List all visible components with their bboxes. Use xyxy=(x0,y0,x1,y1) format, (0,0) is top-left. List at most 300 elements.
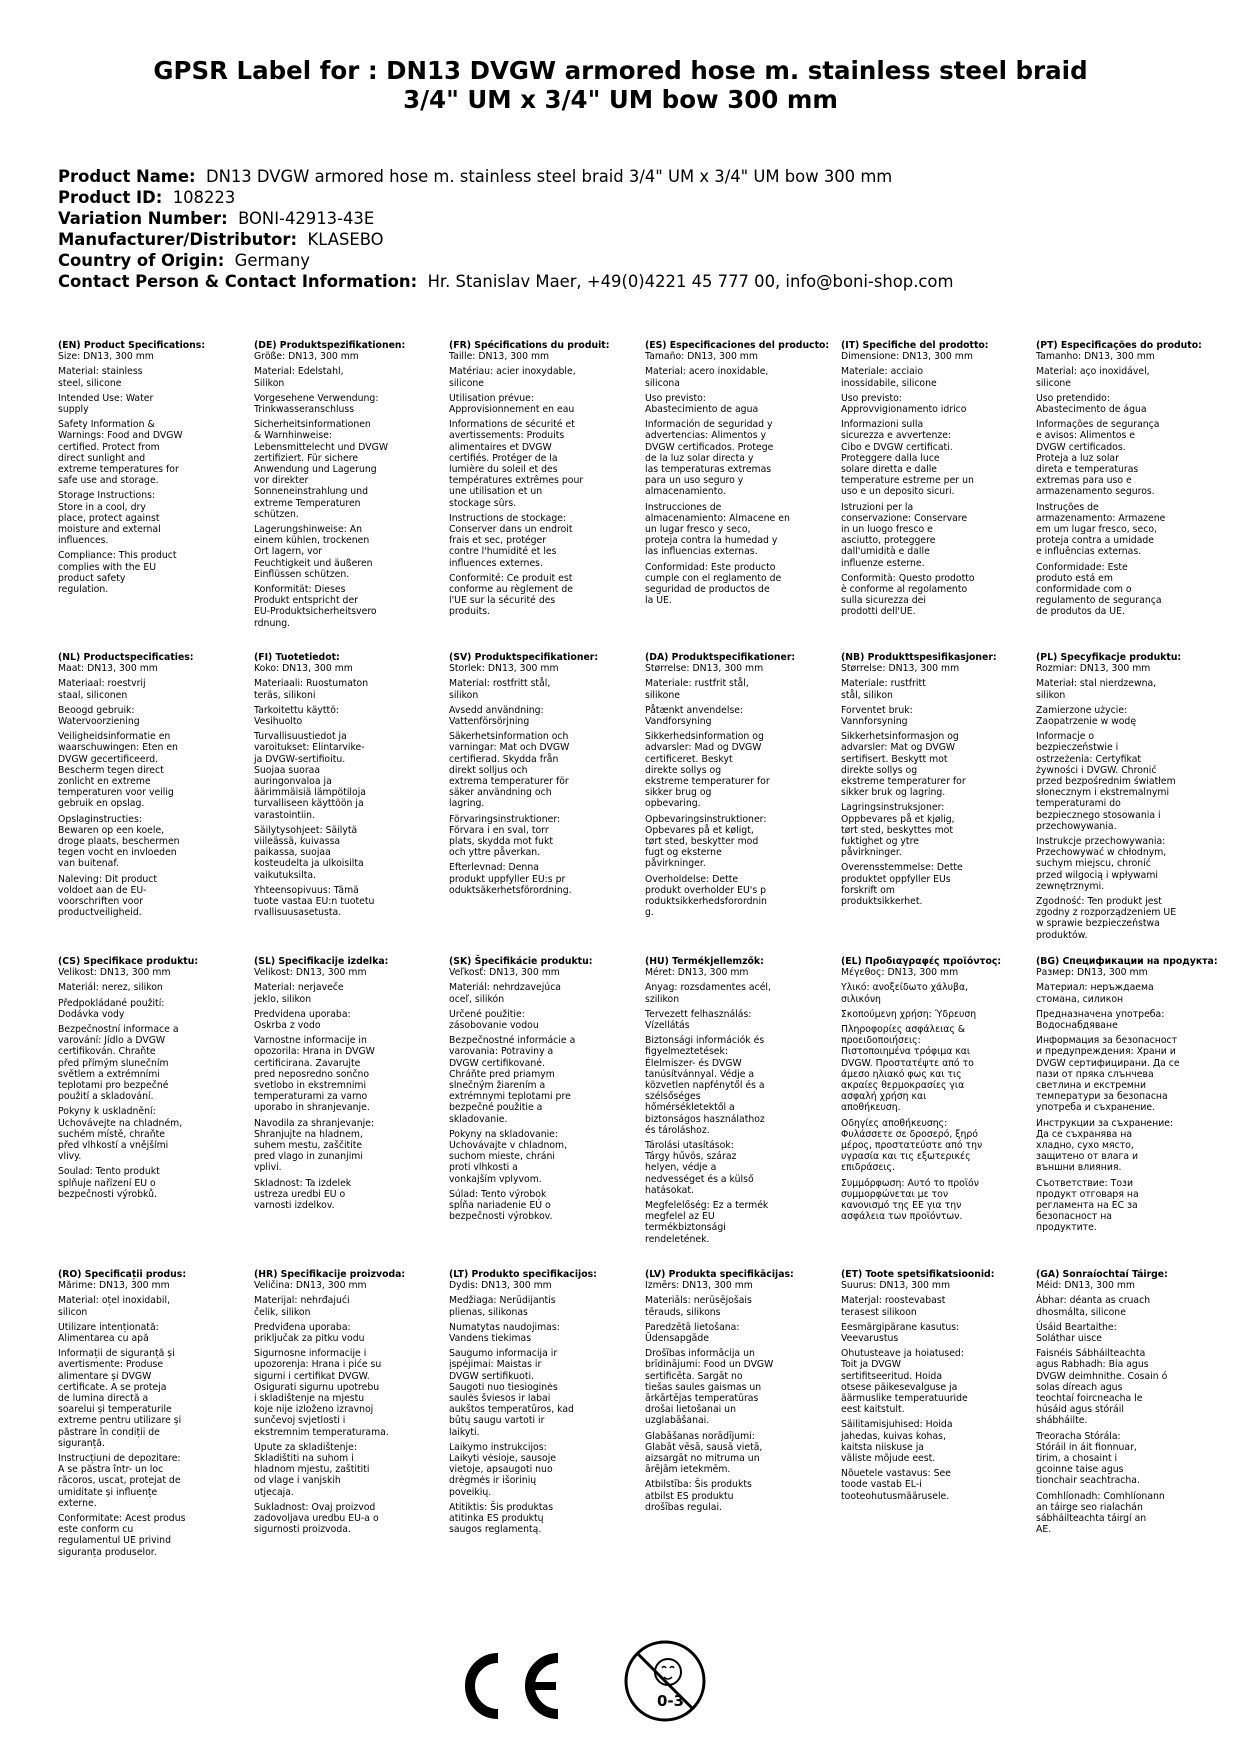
spec-line: umiditate și influențe xyxy=(58,1486,158,1498)
spec-line: Overholdelse: Dette xyxy=(645,873,739,885)
spec-line: siguranța produselor. xyxy=(58,1546,157,1558)
spec-paragraph xyxy=(841,1322,1021,1344)
spec-line: szélsőséges xyxy=(645,1091,701,1103)
spec-line: produktet oppfyller EUs xyxy=(841,873,951,885)
spec-paragraph xyxy=(254,885,434,919)
spec-line: van buitenaf. xyxy=(58,858,119,870)
spec-paragraph xyxy=(254,366,434,388)
spec-line: Materiál: nerez, silikon xyxy=(58,982,163,994)
spec-paragraph xyxy=(58,814,238,870)
spec-line: & Warnhinweise: xyxy=(254,430,333,442)
spec-line: fuktighet og ytre xyxy=(841,836,919,848)
spec-paragraph xyxy=(1036,1118,1216,1174)
spec-paragraph xyxy=(254,1178,434,1212)
spec-line: températures extrêmes pour xyxy=(449,475,584,487)
spec-line: frais et sec, protéger xyxy=(449,535,547,547)
spec-line: safe use and storage. xyxy=(58,475,159,487)
info-label: Country of Origin: xyxy=(58,251,225,270)
spec-line: certifiés. Protéger de la xyxy=(449,452,558,464)
spec-line: ustreza uredbi EU o xyxy=(254,1188,346,1200)
spec-line: staal, siliconen xyxy=(58,689,128,701)
spec-line: oduktsäkerhetsförordning. xyxy=(449,884,572,896)
spec-paragraph xyxy=(254,1009,434,1031)
spec-line: Οδηγίες αποθήκευσης: xyxy=(841,1117,948,1129)
spec-line: bezpiecznego stosowania i xyxy=(1036,809,1161,821)
spec-line: Beoogd gebruik: xyxy=(58,704,135,716)
spec-line: Материал: неръждаема xyxy=(1036,982,1154,994)
spec-line: utjecaja. xyxy=(254,1486,294,1498)
spec-paragraph xyxy=(1036,1322,1216,1344)
spec-line: Einflüssen schützen. xyxy=(254,568,350,580)
spec-paragraph xyxy=(254,1442,434,1498)
spec-paragraph xyxy=(449,1295,629,1317)
spec-line: de la luz solar directa y xyxy=(645,452,754,464)
spec-block xyxy=(1036,956,1216,1238)
spec-paragraph xyxy=(58,393,238,415)
spec-line: an táirge seo rialachán xyxy=(1036,1501,1143,1513)
spec-heading: (FR) Spécifications du produit: xyxy=(449,340,610,351)
spec-paragraph xyxy=(645,1200,825,1245)
spec-paragraph xyxy=(1036,1431,1216,1487)
spec-paragraph xyxy=(449,513,629,569)
spec-line: DVGW gecertificeerd. xyxy=(58,753,159,765)
spec-paragraph xyxy=(58,663,238,674)
spec-paragraph xyxy=(1036,982,1216,1004)
spec-line: solas díreach agus xyxy=(1036,1381,1123,1393)
info-value: BONI-42913-43E xyxy=(238,209,375,228)
spec-line: terasest silikoon xyxy=(841,1306,917,1318)
spec-line: Proteggere dalla luce xyxy=(841,452,940,464)
info-row-manufacturer xyxy=(58,229,1198,250)
spec-line: prodotti dell'UE. xyxy=(841,606,916,618)
spec-line: silikone xyxy=(645,689,680,701)
spec-line: w sprawie bezpieczeństwa xyxy=(1036,918,1160,930)
spec-line: lagring. xyxy=(449,798,485,810)
spec-paragraph xyxy=(841,1280,1021,1291)
spec-heading: (DA) Produktspecifikationer: xyxy=(645,652,796,663)
spec-line: saugos reglamentą. xyxy=(449,1524,542,1536)
spec-line: product safety xyxy=(58,572,126,584)
spec-line: ārkārtējas temperatūras xyxy=(645,1393,759,1405)
info-row-variation-number xyxy=(58,208,1198,229)
spec-line: stål, silikon xyxy=(841,689,893,701)
spec-line: produto está em xyxy=(1036,572,1113,584)
spec-line: Istruzioni per la xyxy=(841,501,914,513)
spec-line: dall'umidità e dalle xyxy=(841,546,930,558)
spec-line: uporabo in shranjevanje. xyxy=(254,1102,370,1114)
spec-paragraph xyxy=(58,1513,238,1558)
spec-line: direct sunlight and xyxy=(58,452,146,464)
spec-heading: (EN) Product Specifications: xyxy=(58,340,206,351)
spec-line: Lebensmittelecht und DVGW xyxy=(254,441,389,453)
spec-line: Utilizare intenționată: xyxy=(58,1321,159,1333)
spec-line: saulės šviesos ir labai xyxy=(449,1393,551,1405)
spec-line: Material: oțel inoxidabil, xyxy=(58,1295,171,1307)
page-title xyxy=(60,56,1181,114)
spec-line: fugt og eksterne xyxy=(645,847,722,859)
spec-line: sertificēta. Sargāt no xyxy=(645,1370,743,1382)
spec-line: Zgodność: Ten produkt jest xyxy=(1036,896,1162,908)
spec-paragraph xyxy=(841,678,1021,700)
spec-line: sábháilteachta táirgí an xyxy=(1036,1513,1147,1525)
spec-line: Nõuetele vastavus: See xyxy=(841,1468,951,1480)
spec-line: Treoracha Stórála: xyxy=(1036,1430,1121,1442)
spec-line: Инструкции за съхранение: xyxy=(1036,1117,1174,1129)
spec-line: Storage Instructions: xyxy=(58,490,156,502)
spec-heading: (LT) Produkto specifikacijos: xyxy=(449,1269,597,1280)
spec-block xyxy=(841,340,1021,622)
spec-line: przechowywania. xyxy=(1036,820,1117,832)
spec-line: ακραίες θερμοκρασίες για xyxy=(841,1080,965,1092)
spec-line: Συμμόρφωση: Αυτό το προϊόν xyxy=(841,1177,979,1189)
spec-line: produkt overholder EU's p xyxy=(645,884,767,896)
spec-line: Numatytas naudojimas: xyxy=(449,1321,560,1333)
spec-line: Atitiktis: Šis produktas xyxy=(449,1501,554,1513)
spec-line: Vandforsyning xyxy=(645,716,712,728)
title-line-2: 3/4" UM x 3/4" UM bow 300 mm xyxy=(403,85,838,114)
spec-line: silicona xyxy=(645,377,680,389)
spec-line: Laikyti vėsioje, sausoje xyxy=(449,1453,557,1465)
spec-line: răcoros, uscat, protejat de xyxy=(58,1475,181,1487)
spec-line: Vorgesehene Verwendung: xyxy=(254,392,379,404)
spec-line: jahedas, kuivas kohas, xyxy=(841,1430,946,1442)
spec-line: aukštos temperatūros, kad xyxy=(449,1404,574,1416)
spec-paragraph xyxy=(254,584,434,629)
spec-line: Medžiaga: Nerūdijantis xyxy=(449,1295,556,1307)
spec-line: Förvara i en sval, torr xyxy=(449,824,549,836)
spec-line: tørt sted, beskyttes mot xyxy=(841,824,953,836)
spec-line: extrémnymi teplotami pre xyxy=(449,1091,571,1103)
spec-paragraph xyxy=(254,982,434,1004)
spec-line: αποθήκευση. xyxy=(841,1102,901,1114)
spec-line: Størrelse: DN13, 300 mm xyxy=(841,663,960,675)
spec-line: influences. xyxy=(58,535,109,547)
spec-line: Turvallisuustiedot ja xyxy=(254,731,347,743)
spec-line: Veličina: DN13, 300 mm xyxy=(254,1280,367,1292)
spec-paragraph xyxy=(645,1295,825,1317)
spec-paragraph xyxy=(254,1280,434,1291)
spec-line: būtų saugu vartoti ir xyxy=(449,1415,545,1427)
spec-line: външни влияния. xyxy=(1036,1162,1122,1174)
spec-line: A se păstra într- un loc xyxy=(58,1464,164,1476)
spec-line: DVGW sertifikuoti. xyxy=(449,1370,535,1382)
spec-paragraph xyxy=(254,524,434,580)
info-row-product-name xyxy=(58,166,1198,187)
spec-paragraph xyxy=(58,1348,238,1449)
spec-line: przed wilgocią i wpływami xyxy=(1036,869,1159,881)
spec-line: słonecznym i ekstremalnymi xyxy=(1036,787,1170,799)
spec-paragraph xyxy=(841,573,1021,618)
spec-line: DVGW certifikované. xyxy=(449,1057,545,1069)
spec-paragraph xyxy=(645,663,825,674)
spec-line: extremas para uso e xyxy=(1036,475,1132,487)
spec-line: em um lugar fresco, seco, xyxy=(1036,524,1157,536)
spec-line: teochtaí foircneacha le xyxy=(1036,1393,1143,1405)
spec-line: Proteja a luz solar xyxy=(1036,452,1119,464)
spec-paragraph xyxy=(841,351,1021,362)
spec-line: Safety Information & xyxy=(58,419,155,431)
spec-line: Materiāls: nerūsējošais xyxy=(645,1295,752,1307)
spec-line: påvirkninger. xyxy=(841,847,902,859)
spec-line: extreme pentru utilizare și xyxy=(58,1415,182,1427)
spec-line: υγρασία και τις εξωτερικές xyxy=(841,1151,971,1163)
spec-line: ekstreme temperaturer for xyxy=(645,776,770,788)
spec-line: gebruik en opslag. xyxy=(58,798,145,810)
spec-line: varoitukset: Elintarvike- xyxy=(254,742,365,754)
spec-line: bezpečné použitie a xyxy=(449,1102,543,1114)
spec-line: externe. xyxy=(58,1497,97,1509)
spec-line: skladovanie. xyxy=(449,1113,508,1125)
spec-paragraph xyxy=(645,1322,825,1344)
spec-paragraph xyxy=(254,705,434,727)
spec-line: Compliance: This product xyxy=(58,550,177,562)
spec-line: extreme Temperaturen xyxy=(254,497,361,509)
spec-line: Material: rostfritt stål, xyxy=(449,678,551,690)
spec-line: zásobovanie vodou xyxy=(449,1020,539,1032)
spec-line: Materiaal: roestvrij xyxy=(58,678,146,690)
spec-line: silikon xyxy=(1036,689,1066,701)
spec-line: хладно, сухо място, xyxy=(1036,1140,1134,1152)
spec-line: teplotami pro bezpečné xyxy=(58,1080,169,1092)
spec-line: varastointiin. xyxy=(254,809,316,821)
info-value: Hr. Stanislav Maer, +49(0)4221 45 777 00, info@boni-shop.com xyxy=(427,272,954,291)
spec-line: Dydis: DN13, 300 mm xyxy=(449,1280,552,1292)
spec-line: produktów. xyxy=(1036,929,1088,941)
spec-line: tionchair seachtracha. xyxy=(1036,1475,1140,1487)
spec-line: paikassa, suojaa xyxy=(254,847,331,859)
spec-line: čelik, silikon xyxy=(254,1306,311,1318)
spec-line: forskrift om xyxy=(841,884,895,896)
spec-line: influenze esterne. xyxy=(841,557,925,569)
spec-line: Approvisionnement en eau xyxy=(449,404,575,416)
spec-line: temperaturami za varno xyxy=(254,1091,368,1103)
spec-line: Conformidad: Este producto xyxy=(645,561,776,573)
spec-line: Instrucciones de xyxy=(645,501,722,513)
spec-line: opbevaring. xyxy=(645,798,701,810)
spec-line: stockage sûrs. xyxy=(449,497,517,509)
spec-line: защитено от влага и xyxy=(1036,1151,1139,1163)
spec-line: turvalliseen käyttöön ja xyxy=(254,798,364,810)
compliance-marks xyxy=(440,1638,700,1728)
spec-line: Sicherheitsinformationen xyxy=(254,419,371,431)
spec-line: EU-Produktsicherheitsvero xyxy=(254,606,377,618)
spec-line: jeklo, silikon xyxy=(254,993,312,1005)
spec-line: temperature estreme per un xyxy=(841,475,974,487)
spec-paragraph xyxy=(1036,663,1216,674)
spec-paragraph xyxy=(449,1348,629,1438)
spec-line: Megfelelőség: Ez a termék xyxy=(645,1200,769,1212)
spec-paragraph xyxy=(645,678,825,700)
spec-paragraph xyxy=(841,1178,1021,1223)
spec-line: direta e temperaturas xyxy=(1036,464,1139,476)
info-label: Product Name: xyxy=(58,167,196,186)
spec-block xyxy=(58,340,238,599)
info-label: Manufacturer/Distributor: xyxy=(58,230,298,249)
spec-line: vietoje, apsaugoti nuo xyxy=(449,1464,553,1476)
spec-line: és tároláshoz. xyxy=(645,1124,710,1136)
spec-line: Μέγεθος: DN13, 300 mm xyxy=(841,967,959,979)
spec-line: Matériau: acier inoxydable, xyxy=(449,366,576,378)
spec-line: Osigurati sigurnu upotrebu xyxy=(254,1381,380,1393)
spec-paragraph xyxy=(645,731,825,809)
spec-line: Predvidena uporaba: xyxy=(254,1008,351,1020)
spec-line: Lagerungshinweise: An xyxy=(254,524,363,536)
spec-line: zewnętrznymi. xyxy=(1036,880,1105,892)
spec-line: voldoet aan de EU- xyxy=(58,884,147,896)
spec-line: Varnostne informacije in xyxy=(254,1035,367,1047)
spec-line: μέρος, προστατεύστε από την xyxy=(841,1140,983,1152)
spec-line: upozorenja: Hrana i piće su xyxy=(254,1359,382,1371)
spec-line: poveikių. xyxy=(449,1486,492,1498)
spec-line: sigurni i certifikat DVGW. xyxy=(254,1370,370,1382)
spec-line: употреба и съхранение. xyxy=(1036,1102,1156,1114)
spec-line: ja DVGW-sertifioitu. xyxy=(254,753,346,765)
spec-line: contre l'humidité et les xyxy=(449,546,557,558)
spec-line: complies with the EU xyxy=(58,561,157,573)
spec-paragraph xyxy=(254,419,434,520)
spec-line: sigurnosti proizvoda. xyxy=(254,1524,351,1536)
spec-line: Opbevares på et køligt, xyxy=(645,824,754,836)
spec-paragraph xyxy=(645,1348,825,1426)
spec-line: temperaturen voor veilig xyxy=(58,787,174,799)
spec-line: DVGW deimhnithe. Cosain ó xyxy=(1036,1370,1168,1382)
spec-paragraph xyxy=(449,1189,629,1223)
spec-line: drošības regulai. xyxy=(645,1501,722,1513)
spec-block xyxy=(645,1269,825,1517)
spec-paragraph xyxy=(841,862,1021,907)
age-range-label: 0-3 xyxy=(657,1692,685,1710)
spec-paragraph xyxy=(58,1453,238,1509)
spec-line: Eesmärgipärane kasutus: xyxy=(841,1321,960,1333)
spec-paragraph xyxy=(449,678,629,700)
spec-line: Materijal: nehrđajući xyxy=(254,1295,350,1307)
spec-line: Uchovávajte v chladnom, xyxy=(449,1140,568,1152)
spec-line: uso e un deposito sicuri. xyxy=(841,486,955,498)
spec-paragraph xyxy=(254,731,434,821)
spec-line: alimentaires et DVGW xyxy=(449,441,552,453)
spec-line: kosteudelta ja ulkoisilta xyxy=(254,858,364,870)
spec-line: Tárolási utasítások: xyxy=(645,1140,734,1152)
spec-line: helyen, védje a xyxy=(645,1162,717,1174)
spec-line: Soláthar uisce xyxy=(1036,1333,1103,1345)
spec-line: megfelel az EU xyxy=(645,1211,715,1223)
not-for-children-0-3-icon xyxy=(622,1638,708,1724)
spec-line: sulla sicurezza dei xyxy=(841,595,926,607)
spec-paragraph xyxy=(449,705,629,727)
spec-line: Größe: DN13, 300 mm xyxy=(254,351,359,363)
spec-line: certificirana. Zavarujte xyxy=(254,1057,361,1069)
spec-line: Comhlíonadh: Comhlíonann xyxy=(1036,1490,1165,1502)
spec-line: Πιστοποιημένα τρόφιμα και xyxy=(841,1046,971,1058)
spec-paragraph xyxy=(645,1140,825,1196)
spec-line: Anyag: rozsdamentes acél, xyxy=(645,982,771,994)
spec-line: Ohutusteave ja hoiatused: xyxy=(841,1348,964,1360)
spec-line: conservazione: Conservare xyxy=(841,512,968,524)
spec-line: slnečným žiarením a xyxy=(449,1080,546,1092)
spec-line: Veevarustus xyxy=(841,1333,899,1345)
spec-line: Izmērs: DN13, 300 mm xyxy=(645,1280,753,1292)
spec-line: tirim, a chosaint i xyxy=(1036,1453,1118,1465)
spec-line: i skladištenje na mjestu xyxy=(254,1393,365,1405)
spec-paragraph xyxy=(254,1502,434,1536)
spec-line: Vízellátás xyxy=(645,1020,690,1032)
spec-line: vonkajším vplyvom. xyxy=(449,1173,542,1185)
spec-line: rdnung. xyxy=(254,617,291,629)
spec-line: Materiál: nehrdzavejúca xyxy=(449,982,562,994)
spec-line: auringonvaloa ja xyxy=(254,776,332,788)
spec-line: zonlicht en extreme xyxy=(58,776,151,788)
spec-paragraph xyxy=(254,967,434,978)
spec-line: Zaopatrzenie w wodę xyxy=(1036,716,1137,728)
spec-line: drošai lietošanai un xyxy=(645,1404,736,1416)
spec-block xyxy=(841,956,1021,1226)
spec-line: Koko: DN13, 300 mm xyxy=(254,663,353,675)
spec-paragraph xyxy=(254,825,434,881)
spec-line: Warnings: Food and DVGW xyxy=(58,430,183,442)
spec-line: Materiaali: Ruostumaton xyxy=(254,678,369,690)
spec-block xyxy=(841,1269,1021,1506)
spec-paragraph xyxy=(841,731,1021,798)
spec-line: regulation. xyxy=(58,584,109,596)
spec-paragraph xyxy=(449,663,629,674)
spec-paragraph xyxy=(841,419,1021,497)
spec-line: Alimentarea cu apă xyxy=(58,1333,149,1345)
spec-line: otsese päikesevalguse ja xyxy=(841,1381,958,1393)
spec-line: suchym miejscu, chronić xyxy=(1036,858,1151,870)
spec-line: plienas, silikonas xyxy=(449,1306,528,1318)
spec-paragraph xyxy=(645,1431,825,1476)
spec-line: Určené použitie: xyxy=(449,1008,525,1020)
spec-line: пази от пряка слънчева xyxy=(1036,1068,1154,1080)
spec-line: atitinka ES produktų xyxy=(449,1513,544,1525)
spec-line: ārējām ietekmēm. xyxy=(645,1464,731,1476)
spec-line: Materiale: acciaio xyxy=(841,366,924,378)
spec-line: extrema temperaturer för xyxy=(449,776,569,788)
spec-line: húsáid agus stóráil xyxy=(1036,1404,1124,1416)
info-value: Germany xyxy=(234,251,311,270)
spec-paragraph xyxy=(449,731,629,809)
spec-line: įspėjimai: Maistas ir xyxy=(449,1359,542,1371)
spec-paragraph xyxy=(841,802,1021,858)
spec-line: almacenamiento. xyxy=(645,486,726,498)
spec-paragraph xyxy=(841,1118,1021,1174)
spec-line: Sonneneinstrahlung und xyxy=(254,486,368,498)
spec-line: zertifiziert. Für sichere xyxy=(254,452,359,464)
spec-line: Tervezett felhasználás: xyxy=(645,1008,752,1020)
spec-paragraph xyxy=(841,1024,1021,1114)
spec-line: Storlek: DN13, 300 mm xyxy=(449,663,559,675)
spec-paragraph xyxy=(58,1106,238,1162)
spec-block xyxy=(449,340,629,622)
spec-line: gcoinne taise agus xyxy=(1036,1464,1124,1476)
spec-line: Instrukcje przechowywania: xyxy=(1036,836,1166,848)
spec-paragraph xyxy=(645,419,825,497)
spec-line: direkt solljus och xyxy=(449,764,528,776)
spec-paragraph xyxy=(58,967,238,978)
spec-line: conforme au règlement de xyxy=(449,584,574,596)
spec-paragraph xyxy=(645,562,825,607)
spec-line: och yttre påverkan. xyxy=(449,847,541,859)
spec-line: cumple con el reglamento de xyxy=(645,572,782,584)
spec-paragraph xyxy=(1036,1035,1216,1113)
spec-line: hatásokat. xyxy=(645,1184,694,1196)
spec-line: Élelmiszer- és DVGW xyxy=(645,1057,742,1069)
spec-line: Méid: DN13, 300 mm xyxy=(1036,1280,1135,1292)
spec-paragraph xyxy=(254,1322,434,1344)
spec-line: Ūdensapgāde xyxy=(645,1333,709,1345)
spec-line: Bezpečnostné informácie a xyxy=(449,1035,576,1047)
spec-line: Uchovávejte na chladném, xyxy=(58,1117,183,1129)
